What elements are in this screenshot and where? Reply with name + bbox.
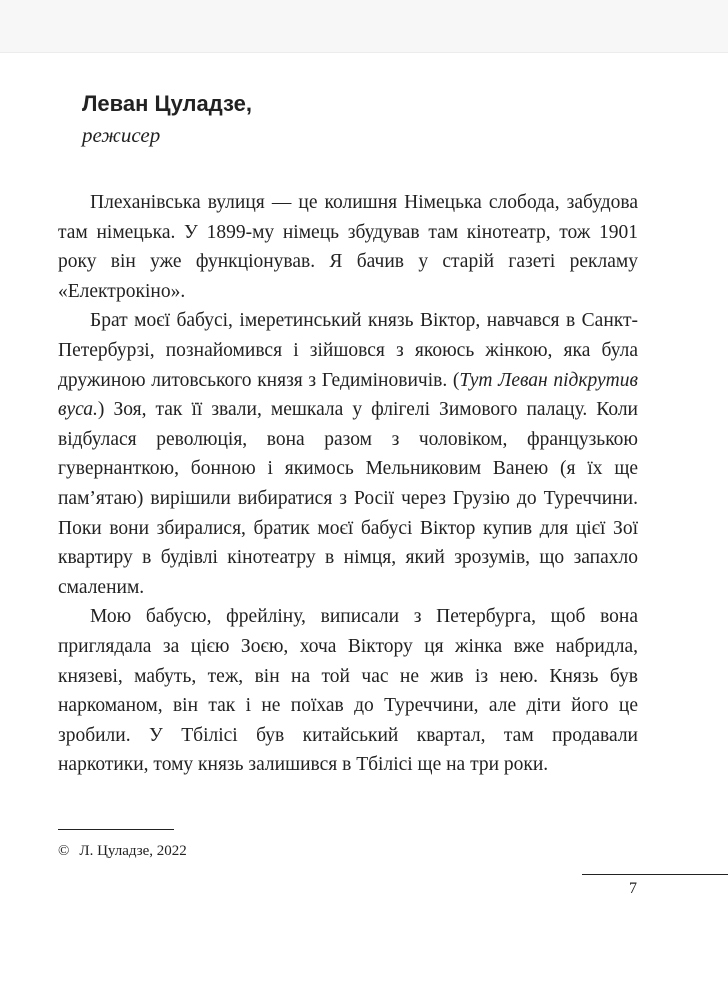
paragraph-3: Мою бабусю, фрейліну, виписали з Петербурга, щоб вона приглядала за цією Зоєю, хоча Віктору ця жінка вже набридла, князеві, мабуть, теж, він на той час не жив із нею. Князь був наркоманом, він так і не поїхав до Туреччини, але діти його це зробили. У Тбілісі був китайський квартал, там продавали наркотики, тому князь залишився в Тбілісі ще на три роки. (58, 606, 638, 776)
stage-note: Тут Леван підкрутив вуса. (58, 369, 638, 421)
paragraph-2-end: ) Зоя, так її звали, мешкала у флігелі Зимового палацу. Коли відбулася революція, вона разом з чоловіком, французькою гувернанткою, бонною і якимось Мельниковим Ванею (я їх ще пам’ятаю) вирішили вибиратися з Росії через Грузію до Туреччини. Поки вони збиралися, братик моєї бабусі Віктор купив для цієї Зої квартиру в будівлі кінотеатру в німця, який зрозумів, що запахло смаленим. (58, 399, 638, 598)
paragraph-2 (58, 306, 638, 602)
author-name: Леван Цуладзе, (82, 91, 252, 116)
paragraph-1: Плеханівська вулиця — це колишня Німецька слобода, забудова там німецька. У 1899-му німець збудував там кінотеатр, тож 1901 року він уже функціонував. Я бачив у старій газеті рекламу «Електрокіно». (58, 192, 638, 302)
copyright-line (58, 841, 187, 861)
copyright-text: Л. Цуладзе, 2022 (79, 843, 187, 859)
page-content (58, 88, 638, 780)
paragraph-2-start: Брат моєї бабусі, імеретинський князь Віктор, навчався в Санкт-Петербурзі, познайомився і зійшовся з якоюсь жінкою, яка була дружиною литовського князя з Гедиміновичів. ( (58, 310, 638, 391)
footnote-rule (58, 829, 174, 830)
top-band (0, 0, 728, 53)
copyright-symbol: © (58, 843, 70, 859)
author-role: режисер (82, 123, 161, 147)
page-number: 7 (629, 880, 637, 897)
page-number-rule (582, 874, 728, 875)
body-text (58, 188, 638, 780)
